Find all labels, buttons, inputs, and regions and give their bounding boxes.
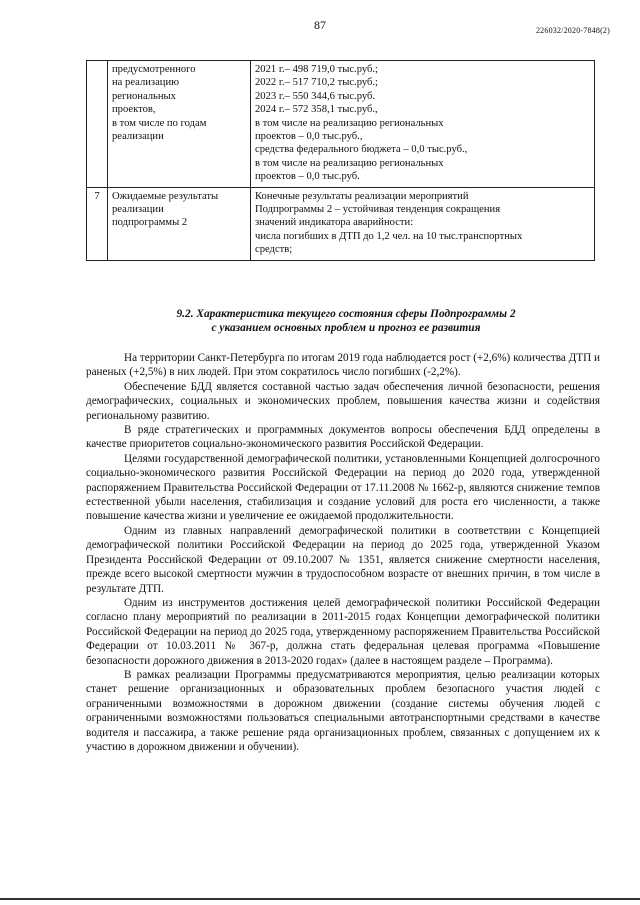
paragraph: В ряде стратегических и программных документов вопросы обеспечения БДД определены в качестве приоритетов социально-экономического развития Российской Федерации. (86, 424, 600, 451)
label-line: предусмотренного (112, 64, 196, 75)
value-line: 2022 г.– 517 710,2 тыс.руб.; (255, 77, 378, 89)
value-line: 2023 г.– 550 344,6 тыс.руб. (255, 90, 376, 102)
row-value (251, 61, 595, 188)
paragraph: В рамках реализации Программы предусматриваются мероприятия, целью реализации которых станет решение организационных и образовательных проблем безопасного участия людей с ограниченными возможностями в дорожном движении (создание системы обучения людей с ограниченными возможностями пользоваться специальными автотранспортными средствами в качестве водителя и пассажира, а также решение ряда организационных проблем, связанных с допущением их к участию в дорожном движении и обучении). (86, 668, 600, 753)
label-line: проектов, (112, 104, 156, 116)
row-number (87, 61, 108, 188)
value-line: числа погибших в ДТП до 1,2 чел. на 10 тыс.транспортных (255, 230, 523, 242)
paragraph: На территории Санкт-Петербурга по итогам 2019 года наблюдается рост (+2,6%) количества ДТП и раненых (+2,5%) в них людей. При этом сократилось число погибших (-2,2%). (86, 352, 600, 379)
scan-edge-line (0, 898, 640, 900)
label-line: Ожидаемые результаты (112, 190, 219, 202)
passport-table (86, 60, 595, 261)
row-label (108, 187, 251, 260)
section-title (86, 307, 606, 335)
body-text (86, 351, 600, 754)
label-line: реализации (112, 131, 164, 143)
label-line: региональных (112, 90, 176, 102)
value-line: Подпрограммы 2 – устойчивая тенденция сокращения (255, 204, 501, 216)
value-line: в том числе на реализацию региональных (255, 157, 444, 169)
table-row (87, 61, 595, 188)
value-line: 2024 г.– 572 358,1 тыс.руб., (255, 104, 378, 116)
paragraph: Целями государственной демографической политики, установленными Концепцией долгосрочного социально-экономического развития Российской Федерации на период до 2020 года, утвержденной распоряжением Правительства Российской Федерации от 17.11.2008 № 1662-р, являются снижение темпов естественной убыли населения, стабилизация и создание условий для роста его численности, а также повышение качества жизни и увеличение ее ожидаемой продолжительности. (86, 452, 600, 523)
label-line: в том числе по годам (112, 117, 207, 129)
row-value (251, 187, 595, 260)
row-number: 7 (87, 187, 108, 260)
paragraph: Одним из главных направлений демографической политики в соответствии с Концепцией демографической политики Российской Федерации на период до 2025 года, утвержденной Указом Президента Российской Федерации от 09.10.2007 № 1351, является снижение смертности населения, прежде всего высокой смертности мужчин в трудоспособном возрасте от внешних причин, в том числе в результате ДТП. (86, 524, 600, 595)
value-line: в том числе на реализацию региональных (255, 117, 444, 129)
document-code: 226032/2020-7848(2) (535, 26, 610, 35)
label-line: реализации (112, 204, 164, 216)
value-line: средства федерального бюджета – 0,0 тыс.руб., (255, 144, 468, 156)
row-label (108, 61, 251, 188)
label-line: подпрограммы 2 (112, 217, 188, 229)
paragraph: Обеспечение БДД является составной частью задач обеспечения личной безопасности, решения демографических, социальных и экономических проблем, повышения качества жизни и содействия региональному развитию. (86, 380, 600, 422)
paragraph: Одним из инструментов достижения целей демографической политики Российской Федерации согласно плану мероприятий по реализации в 2011-2015 годах Концепции демографической политики Российской Федерации на период до 2025 года, утвержденному распоряжением Правительства Российской Федерации от 10.03.2011 № 367-р, должна стать федеральная целевая программа «Повышение безопасности дорожного движения в 2013-2020 годах» (далее в настоящем разделе – Программа). (86, 596, 600, 667)
label-line: на реализацию (112, 77, 180, 89)
table-row (87, 187, 595, 260)
value-line: проектов – 0,0 тыс.руб. (255, 171, 360, 183)
value-line: 2021 г.– 498 719,0 тыс.руб.; (255, 64, 378, 75)
section-title-line: 9.2. Характеристика текущего состояния сферы Подпрограммы 2 (176, 308, 516, 320)
value-line: средств; (255, 244, 293, 256)
value-line: проектов – 0,0 тыс.руб., (255, 131, 363, 143)
section-title-line: с указанием основных проблем и прогноз ее развития (211, 322, 481, 334)
value-line: значений индикатора аварийности: (255, 217, 414, 229)
value-line: Конечные результаты реализации мероприятий (255, 190, 469, 202)
page-number: 87 (314, 18, 326, 32)
